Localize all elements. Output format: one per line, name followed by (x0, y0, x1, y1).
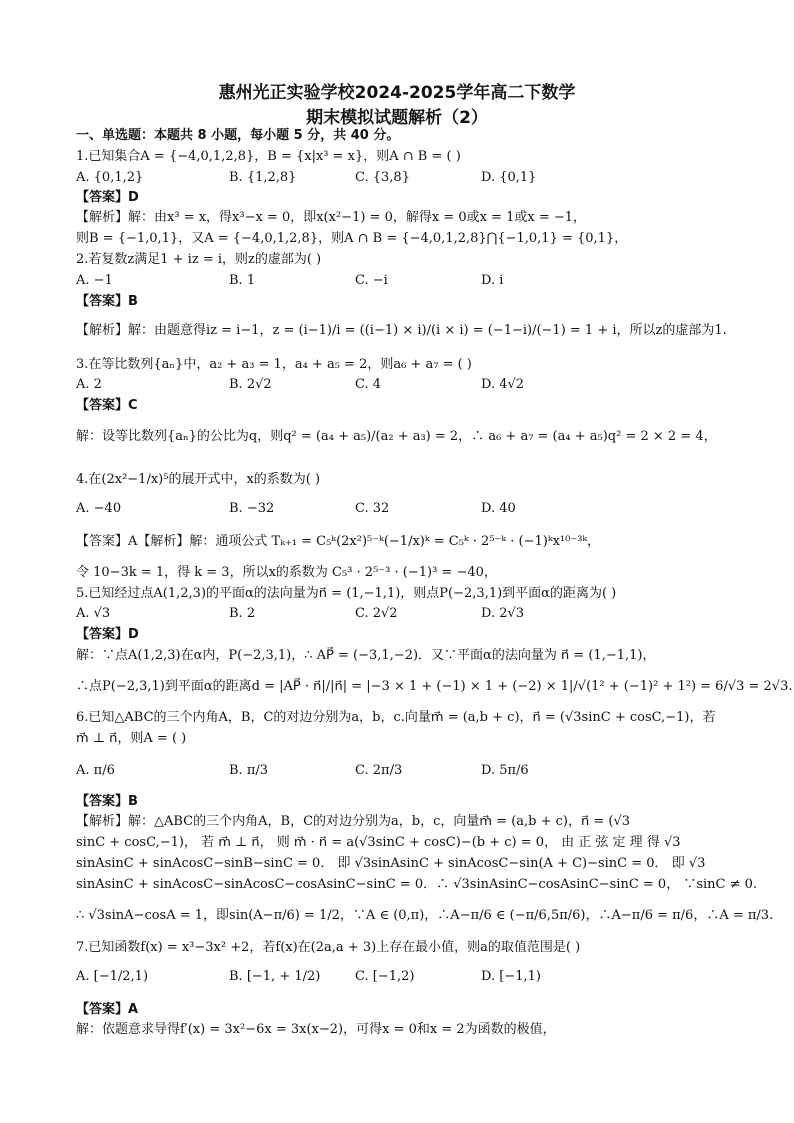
option-d: D. 40 (481, 501, 516, 516)
option-d: D. i (481, 273, 504, 288)
solution-line: 【解析】解：由题意得iz = i−1，z = (i−1)/i = ((i−1) × i)/(i × i) = (−1−i)/(−1) = 1 + i，所以z的虚部为1. (76, 323, 727, 338)
solution-line: 【解析】解：△ABC的三个内角A，B，C的对边分别为a，b，c，向量m⃗ = (a,b + c)，n⃗ = (√3 (76, 814, 630, 829)
question-stem: 2.若复数z满足1 + iz = i，则z的虚部为( ) (76, 252, 322, 267)
solution-line: sinC + cosC,−1)， 若 m⃗ ⊥ n⃗， 则 m⃗ · n⃗ = a(√3sinC + cosC)−(b + c) = 0， 由 正 弦 定 理 得 √3 (76, 835, 681, 850)
answer-label: 【答案】A (76, 1002, 139, 1017)
solution-line: ∴ √3sinA−cosA = 1，即sin(A−π/6) = 1/2，∵A ∈ (0,π)，∴A−π/6 ∈ (−π/6,5π/6)，∴A−π/6 = π/6，∴A = π/3. (76, 908, 774, 923)
question-stem: 6.已知△ABC的三个内角A，B，C的对边分别为a，b，c.向量m⃗ = (a,b + c)，n⃗ = (√3sinC + cosC,−1)，若 (76, 710, 716, 725)
solution-line: 解：依题意求导得f′(x) = 3x²−6x = 3x(x−2)，可得x = 0和x = 2为函数的极值， (76, 1022, 556, 1037)
option-c: C. {3,8} (355, 170, 410, 185)
option-a: A. 2 (76, 377, 102, 392)
option-c: C. 32 (355, 501, 390, 516)
option-b: B. [−1, + 1/2) (229, 969, 321, 984)
solution-line: 令 10−3k = 1，得 k = 3，所以x的系数为 C₅³ · 2⁵⁻³ · (−1)³ = −40， (76, 565, 497, 580)
question-stem: 5.已知经过点A(1,2,3)的平面α的法向量为n⃗ = (1,−1,1)，则点P(−2,3,1)到平面α的距离为( ) (76, 586, 617, 601)
option-c: C. 2√2 (355, 606, 398, 621)
option-b: B. 2√2 (229, 377, 272, 392)
answer-solution-line: 【答案】A【解析】解：通项公式 Tₖ₊₁ = C₅ᵏ(2x²)⁵⁻ᵏ(−1/x)ᵏ = C₅ᵏ · 2⁵⁻ᵏ · (−1)ᵏx¹⁰⁻³ᵏ， (76, 534, 601, 549)
option-b: B. 1 (229, 273, 256, 288)
solution-line: sinAsinC + sinAcosC−sinB−sinC = 0． 即 √3sinAsinC + sinAcosC−sin(A + C)−sinC = 0． 即 √3 (76, 856, 706, 871)
option-a: A. {0,1,2} (76, 170, 144, 185)
solution-line: 【解析】解：由x³ = x，得x³−x = 0，即x(x²−1) = 0，解得x = 0或x = 1或x = −1， (76, 210, 587, 225)
option-c: C. −i (355, 273, 388, 288)
solution-line: 解：∵点A(1,2,3)在α内，P(−2,3,1)，∴ AP⃗ = (−3,1,−2)．又∵平面α的法向量为 n⃗ = (1,−1,1)， (76, 648, 656, 663)
option-d: D. 2√3 (481, 606, 525, 621)
option-a: A. √3 (76, 606, 111, 621)
option-c: C. 2π/3 (355, 763, 403, 778)
option-a: A. −40 (76, 501, 122, 516)
answer-label: 【答案】D (76, 627, 139, 642)
solution-line: 则B = {−1,0,1}，又A = {−4,0,1,2,8}，则A ∩ B = {−4,0,1,2,8}⋂{−1,0,1} = {0,1}， (76, 231, 628, 246)
option-d: D. 4√2 (481, 377, 525, 392)
answer-label: 【答案】D (76, 190, 139, 205)
answer-label: 【答案】B (76, 294, 138, 309)
question-stem: 7.已知函数f(x) = x³−3x² +2，若f(x)在(2a,a + 3)上存在最小值，则a的取值范围是( ) (76, 940, 581, 955)
question-stem: 4.在(2x²−1/x)⁵的展开式中，x的系数为( ) (76, 472, 321, 487)
solution-line: 解：设等比数列{aₙ}的公比为q，则q² = (a₄ + a₅)/(a₂ + a₃) = 2，∴ a₆ + a₇ = (a₄ + a₅)q² = 2 × 2 = 4， (76, 429, 717, 444)
solution-line: ∴点P(−2,3,1)到平面α的距离d = |AP⃗ · n⃗|/|n⃗| = |−3 × 1 + (−1) × 1 + (−2) × 1|/√(1² + (−1)² + 1²) = 6/√3 = 2√3. (76, 679, 793, 694)
option-b: B. {1,2,8} (229, 170, 297, 185)
option-c: C. 4 (355, 377, 382, 392)
answer-label: 【答案】B (76, 794, 138, 809)
option-a: A. −1 (76, 273, 113, 288)
question-stem: 3.在等比数列{aₙ}中，a₂ + a₃ = 1，a₄ + a₅ = 2，则a₆ + a₇ = ( ) (76, 357, 472, 372)
question-stem: m⃗ ⊥ n⃗，则A = ( ) (76, 731, 187, 746)
option-b: B. 2 (229, 606, 256, 621)
document-subtitle: 期末模拟试题解析（2） (306, 108, 488, 128)
option-b: B. −32 (229, 501, 275, 516)
section-heading: 一、单选题：本题共 8 小题，每小题 5 分，共 40 分。 (76, 128, 400, 143)
option-d: D. {0,1} (481, 170, 537, 185)
option-c: C. [−1,2) (355, 969, 415, 984)
option-a: A. [−1/2,1) (76, 969, 149, 984)
solution-line: sinAsinC + sinAcosC−sinAcosC−cosAsinC−sinC = 0．∴ √3sinAsinC−cosAsinC−sinC = 0， ∵sinC ≠ 0. (76, 877, 758, 892)
document-title: 惠州光正实验学校2024-2025学年高二下数学 (218, 83, 576, 103)
option-d: D. [−1,1) (481, 969, 541, 984)
option-a: A. π/6 (76, 763, 115, 778)
option-b: B. π/3 (229, 763, 269, 778)
answer-label: 【答案】C (76, 398, 138, 413)
question-stem: 1.已知集合A = {−4,0,1,2,8}，B = {x|x³ = x}，则A ∩ B = ( ) (76, 149, 461, 164)
option-d: D. 5π/6 (481, 763, 529, 778)
